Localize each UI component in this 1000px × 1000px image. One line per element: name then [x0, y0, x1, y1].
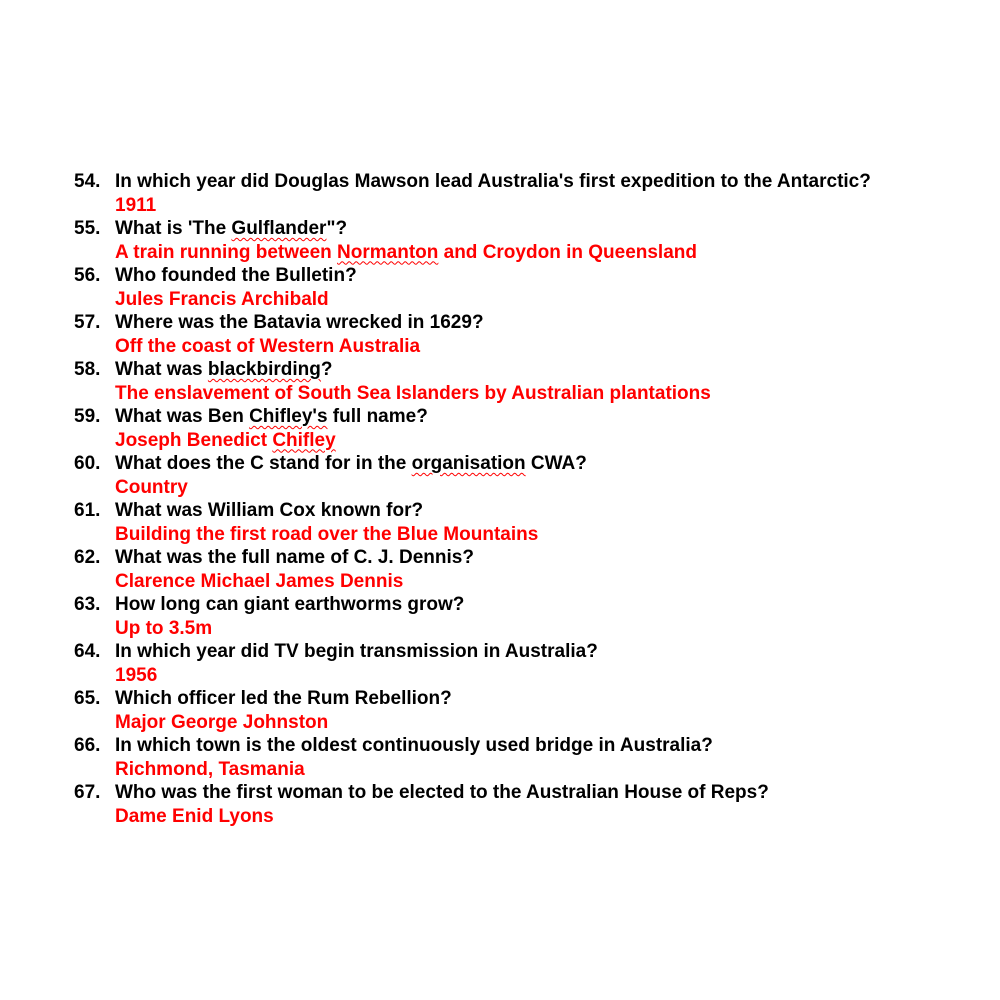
spellcheck-flagged-word: blackbirding — [207, 359, 321, 380]
answer-text: Major George Johnston — [115, 711, 329, 733]
spellcheck-flagged-word: Chifley's — [249, 406, 328, 427]
question-text: What was blackbirding? — [115, 359, 333, 380]
answer-text: Joseph Benedict Chifley — [115, 429, 336, 451]
item-number: 57. — [74, 312, 101, 333]
question-text: What does the C stand for in the organisation CWA? — [115, 453, 587, 474]
question-text: Who founded the Bulletin? — [115, 265, 357, 286]
item-number: 56. — [74, 265, 101, 286]
answer-text: Building the first road over the Blue Mountains — [115, 523, 539, 545]
item-number: 65. — [74, 688, 101, 709]
question-text: What is 'The Gulflander"? — [115, 218, 348, 239]
answer-text: Richmond, Tasmania — [115, 758, 305, 780]
answer-text: Jules Francis Archibald — [115, 288, 329, 310]
question-text: What was the full name of C. J. Dennis? — [115, 547, 474, 568]
quiz-item-60 — [74, 452, 974, 499]
item-number: 67. — [74, 782, 101, 803]
quiz-item-67 — [74, 781, 974, 828]
item-number: 60. — [74, 453, 101, 474]
item-number: 62. — [74, 547, 101, 568]
answer-text: Clarence Michael James Dennis — [115, 570, 404, 592]
quiz-item-61 — [74, 499, 974, 546]
answer-text: Dame Enid Lyons — [115, 805, 274, 827]
quiz-item-56 — [74, 264, 974, 311]
quiz-item-54 — [74, 170, 974, 217]
spellcheck-flagged-word: Chifley — [272, 429, 336, 451]
quiz-item-62 — [74, 546, 974, 593]
question-text: In which town is the oldest continuously used bridge in Australia? — [115, 735, 713, 756]
item-number: 66. — [74, 735, 101, 756]
answer-text: 1956 — [115, 664, 158, 686]
item-number: 64. — [74, 641, 101, 662]
quiz-item-66 — [74, 734, 974, 781]
quiz-item-57 — [74, 311, 974, 358]
item-number: 63. — [74, 594, 101, 615]
item-number: 61. — [74, 500, 101, 521]
question-text: In which year did TV begin transmission in Australia? — [115, 641, 598, 662]
spellcheck-flagged-word: Normanton — [337, 241, 439, 263]
quiz-item-65 — [74, 687, 974, 734]
item-number: 58. — [74, 359, 101, 380]
question-text: How long can giant earthworms grow? — [115, 594, 465, 615]
answer-text: The enslavement of South Sea Islanders by Australian plantations — [115, 382, 711, 404]
spellcheck-flagged-word: Gulflander — [231, 218, 327, 239]
question-text: What was William Cox known for? — [115, 500, 424, 521]
item-number: 55. — [74, 218, 101, 239]
quiz-item-64 — [74, 640, 974, 687]
item-number: 54. — [74, 171, 101, 192]
quiz-item-63 — [74, 593, 974, 640]
question-text: Which officer led the Rum Rebellion? — [115, 688, 452, 709]
spellcheck-flagged-word: organisation — [411, 453, 526, 474]
quiz-list — [74, 170, 974, 828]
answer-text: 1911 — [115, 194, 157, 216]
question-text: What was Ben Chifley's full name? — [115, 406, 428, 427]
quiz-item-55 — [74, 217, 974, 264]
quiz-item-58 — [74, 358, 974, 405]
quiz-item-59 — [74, 405, 974, 452]
question-text: In which year did Douglas Mawson lead Australia's first expedition to the Antarctic? — [115, 171, 871, 192]
question-text: Where was the Batavia wrecked in 1629? — [115, 312, 484, 333]
answer-text: Up to 3.5m — [115, 617, 213, 639]
answer-text: A train running between Normanton and Croydon in Queensland — [115, 241, 697, 263]
item-number: 59. — [74, 406, 101, 427]
answer-text: Country — [115, 476, 188, 498]
question-text: Who was the first woman to be elected to the Australian House of Reps? — [115, 782, 769, 803]
answer-text: Off the coast of Western Australia — [115, 335, 421, 357]
